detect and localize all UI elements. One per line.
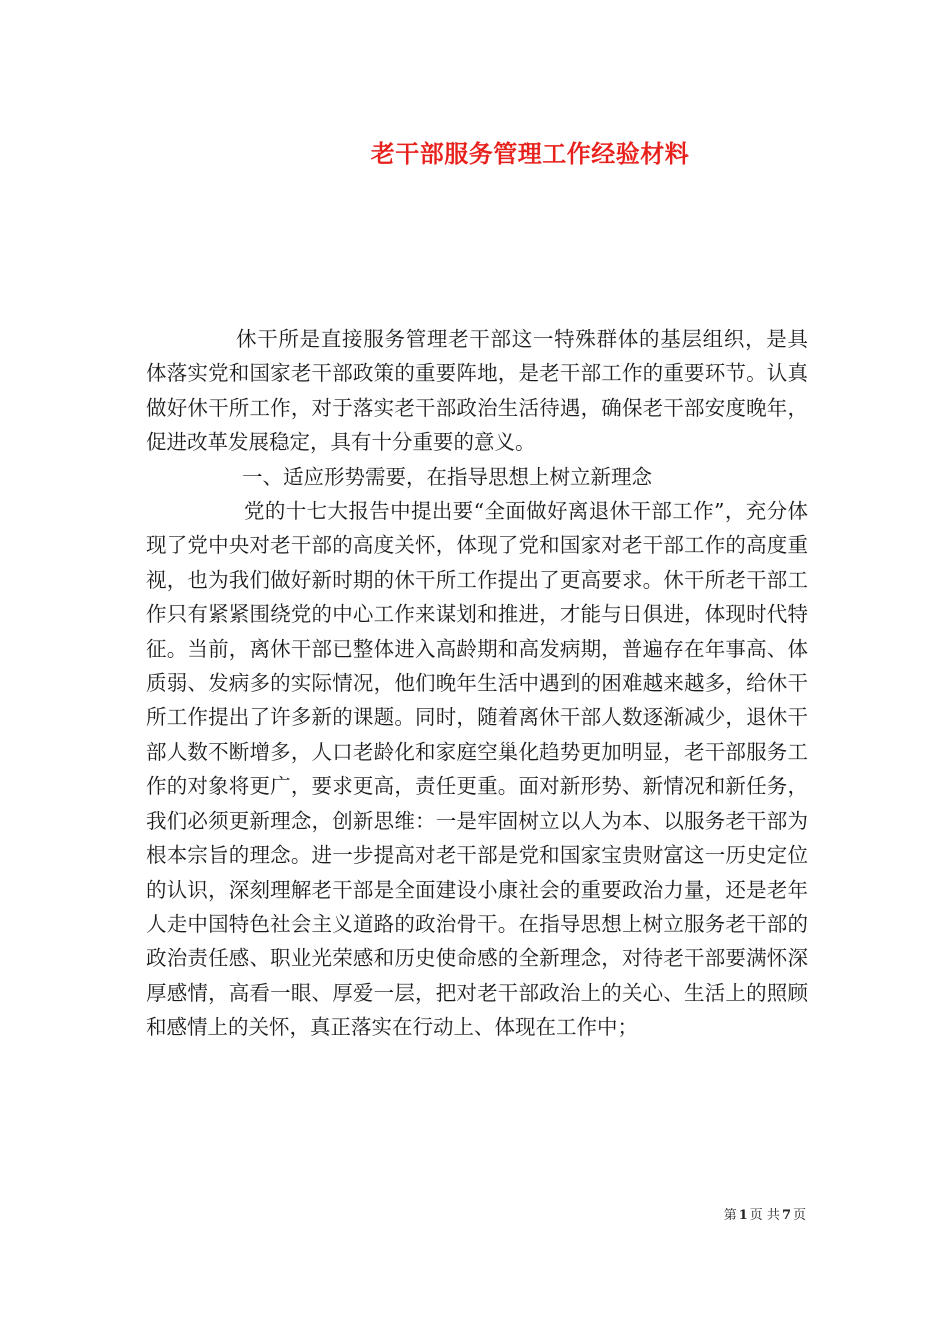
section-heading-1: 一、适应形势需要，在指导思想上树立新理念 — [242, 464, 652, 489]
footer-prefix: 第 — [723, 1208, 737, 1223]
footer-suffix: 页 — [792, 1208, 806, 1223]
paragraph-intro: 休干所是直接服务管理老干部这一特殊群体的基层组织，是具体落实党和国家老干部政策的重要阵地，是老干部工作的重要环节。认真做好休干所工作，对于落实老干部政治生活待遇，确保老干部安度晚年，促进改革发展稳定，具有十分重要的意义。 — [146, 327, 808, 455]
footer-middle: 页 共 — [749, 1208, 780, 1223]
document-body — [146, 322, 808, 1045]
footer-current-page: 1 — [738, 1208, 748, 1223]
document-title: 老干部服务管理工作经验材料 — [370, 139, 690, 168]
footer-total-pages: 7 — [781, 1208, 791, 1223]
page-footer — [724, 1204, 806, 1223]
paragraph-section-1: 党的十七大报告中提出要“全面做好离退休干部工作”，充分体现了党中央对老干部的高度关怀，体现了党和国家对老干部工作的高度重视，也为我们做好新时期的休干所工作提出了更高要求。休干所老干部工作只有紧紧围绕党的中心工作来谋划和推进，才能与日俱进，体现时代特征。当前，离休干部已整体进入高龄期和高发病期，普遍存在年事高、体质弱、发病多的实际情况，他们晚年生活中遇到的困难越来越多，给休干所工作提出了许多新的课题。同时，随着离休干部人数逐渐减少，退休干部人数不断增多，人口老龄化和家庭空巢化趋势更加明显，老干部服务工作的对象将更广，要求更高，责任更重。面对新形势、新情况和新任务，我们必须更新理念，创新思维：一是牢固树立以人为本、以服务老干部为根本宗旨的理念。进一步提高对老干部是党和国家宝贵财富这一历史定位的认识，深刻理解老干部是全面建设小康社会的重要政治力量，还是老年人走中国特色社会主义道路的政治骨干。在指导思想上树立服务老干部的政治责任感、职业光荣感和历史使命感的全新理念，对待老干部要满怀深厚感情，高看一眼、厚爱一层，把对老干部政治上的关心、生活上的照顾和感情上的关怀，真正落实在行动上、体现在工作中； — [146, 499, 808, 1040]
